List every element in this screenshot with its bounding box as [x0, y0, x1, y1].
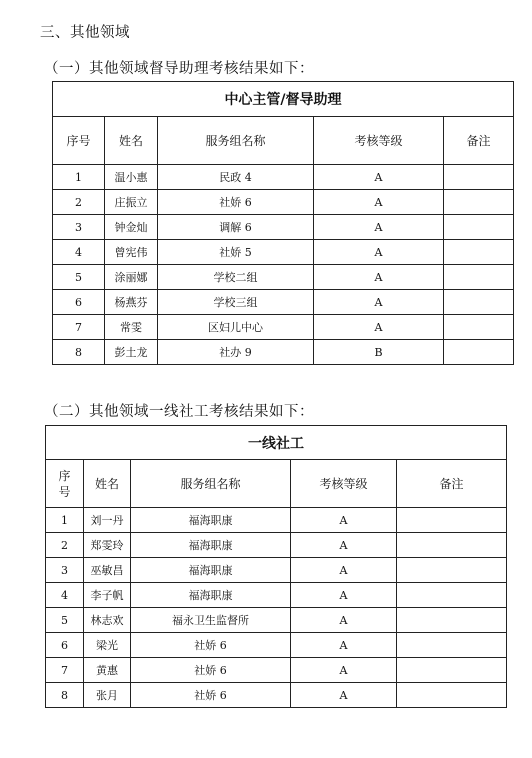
cell-name: 杨燕芬	[105, 290, 158, 315]
cell-grade: A	[314, 215, 444, 240]
frontline-social-worker-table	[45, 425, 507, 708]
cell-grade: A	[291, 608, 397, 633]
cell-no: 2	[46, 533, 84, 558]
table-title: 中心主管/督导助理	[53, 82, 514, 117]
table-row	[53, 190, 514, 215]
cell-grade: A	[314, 190, 444, 215]
cell-grade: A	[291, 508, 397, 533]
cell-group: 学校二组	[158, 265, 314, 290]
cell-grade: A	[291, 633, 397, 658]
col-header-grade: 考核等级	[314, 117, 444, 165]
col-header-name: 姓名	[84, 460, 131, 508]
table-row	[46, 508, 507, 533]
sub1-heading: （一）其他领域督导助理考核结果如下：	[44, 61, 314, 77]
cell-grade: A	[291, 583, 397, 608]
cell-grade: A	[314, 290, 444, 315]
cell-note	[397, 508, 507, 533]
cell-group: 学校三组	[158, 290, 314, 315]
cell-group: 社娇 6	[131, 658, 291, 683]
cell-note	[444, 315, 514, 340]
cell-group: 福海职康	[131, 508, 291, 533]
cell-note	[444, 240, 514, 265]
table-row	[46, 533, 507, 558]
cell-group: 民政 4	[158, 165, 314, 190]
cell-group: 社娇 6	[131, 683, 291, 708]
table-row	[46, 633, 507, 658]
cell-note	[397, 608, 507, 633]
cell-grade: A	[314, 165, 444, 190]
table-row	[53, 290, 514, 315]
cell-name: 常雯	[105, 315, 158, 340]
cell-no: 1	[46, 508, 84, 533]
col-header-no: 序号	[46, 460, 84, 508]
col-header-group: 服务组名称	[131, 460, 291, 508]
cell-no: 5	[53, 265, 105, 290]
cell-name: 梁光	[84, 633, 131, 658]
cell-grade: A	[291, 683, 397, 708]
cell-note	[397, 658, 507, 683]
cell-no: 5	[46, 608, 84, 633]
table-row	[46, 558, 507, 583]
cell-no: 6	[53, 290, 105, 315]
cell-note	[444, 290, 514, 315]
cell-note	[397, 633, 507, 658]
cell-name: 涂丽娜	[105, 265, 158, 290]
cell-no: 7	[53, 315, 105, 340]
cell-name: 林志欢	[84, 608, 131, 633]
cell-no: 4	[53, 240, 105, 265]
cell-group: 社娇 6	[158, 190, 314, 215]
table-row	[53, 340, 514, 365]
cell-group: 社办 9	[158, 340, 314, 365]
col-header-grade: 考核等级	[291, 460, 397, 508]
supervisor-assistant-table	[52, 81, 514, 365]
table-row	[53, 215, 514, 240]
cell-note	[397, 558, 507, 583]
cell-grade: A	[314, 240, 444, 265]
cell-name: 李子帆	[84, 583, 131, 608]
cell-group: 调解 6	[158, 215, 314, 240]
table-row	[46, 658, 507, 683]
col-header-no: 序号	[53, 117, 105, 165]
cell-group: 区妇儿中心	[158, 315, 314, 340]
cell-name: 张月	[84, 683, 131, 708]
cell-name: 曾宪伟	[105, 240, 158, 265]
cell-no: 6	[46, 633, 84, 658]
cell-group: 社娇 5	[158, 240, 314, 265]
cell-grade: A	[314, 315, 444, 340]
cell-grade: A	[291, 533, 397, 558]
table-row	[53, 165, 514, 190]
cell-name: 巫敏昌	[84, 558, 131, 583]
cell-name: 温小惠	[105, 165, 158, 190]
cell-grade: A	[314, 265, 444, 290]
cell-note	[397, 533, 507, 558]
col-header-note: 备注	[444, 117, 514, 165]
table-row	[46, 583, 507, 608]
cell-grade: A	[291, 558, 397, 583]
table-title: 一线社工	[46, 426, 507, 460]
cell-no: 7	[46, 658, 84, 683]
cell-no: 8	[46, 683, 84, 708]
cell-group: 福海职康	[131, 558, 291, 583]
cell-name: 钟金灿	[105, 215, 158, 240]
cell-no: 3	[53, 215, 105, 240]
cell-name: 庄振立	[105, 190, 158, 215]
sub2-heading: （二）其他领域一线社工考核结果如下：	[44, 404, 314, 420]
col-header-group: 服务组名称	[158, 117, 314, 165]
cell-note	[444, 340, 514, 365]
cell-name: 黄惠	[84, 658, 131, 683]
cell-name: 刘一丹	[84, 508, 131, 533]
cell-note	[397, 583, 507, 608]
cell-no: 8	[53, 340, 105, 365]
cell-note	[444, 190, 514, 215]
cell-note	[444, 165, 514, 190]
cell-note	[444, 215, 514, 240]
cell-no: 4	[46, 583, 84, 608]
cell-no: 1	[53, 165, 105, 190]
cell-group: 福永卫生监督所	[131, 608, 291, 633]
cell-note	[444, 265, 514, 290]
col-header-note: 备注	[397, 460, 507, 508]
cell-no: 3	[46, 558, 84, 583]
cell-name: 彭土龙	[105, 340, 158, 365]
table-row	[53, 240, 514, 265]
cell-group: 福海职康	[131, 583, 291, 608]
table-row	[53, 265, 514, 290]
cell-group: 福海职康	[131, 533, 291, 558]
cell-note	[397, 683, 507, 708]
table-row	[53, 315, 514, 340]
cell-no: 2	[53, 190, 105, 215]
table-row	[46, 608, 507, 633]
cell-group: 社娇 6	[131, 633, 291, 658]
table-row	[46, 683, 507, 708]
cell-grade: B	[314, 340, 444, 365]
section-title: 三、其他领域	[40, 25, 130, 41]
cell-name: 郑雯玲	[84, 533, 131, 558]
cell-grade: A	[291, 658, 397, 683]
col-header-name: 姓名	[105, 117, 158, 165]
